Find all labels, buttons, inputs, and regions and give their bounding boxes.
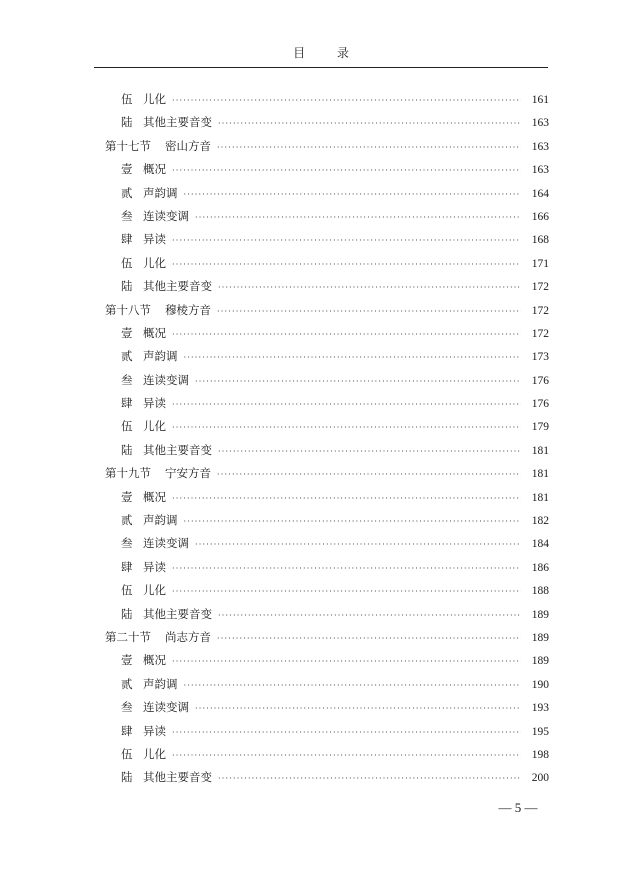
toc-subsection-row bbox=[105, 158, 549, 181]
dot-leader bbox=[218, 440, 521, 463]
toc-page-number: 166 bbox=[531, 210, 549, 223]
dot-leader bbox=[217, 300, 521, 323]
toc-entry-title: 宁安方音 bbox=[165, 466, 211, 481]
toc-subsection-row bbox=[105, 486, 549, 509]
header-rule bbox=[94, 67, 548, 68]
toc-page-number: 163 bbox=[531, 117, 549, 130]
toc-subsection-row bbox=[105, 205, 549, 228]
header-char-1: 目 bbox=[293, 46, 306, 60]
toc-entry-title: 其他主要音变 bbox=[143, 279, 212, 294]
toc-entry-number: 陆 bbox=[121, 115, 133, 130]
toc-subsection-row bbox=[105, 182, 549, 205]
toc-entry-title: 连读变调 bbox=[143, 208, 189, 223]
dot-leader bbox=[184, 510, 522, 533]
toc-subsection-row bbox=[105, 696, 549, 719]
toc-entry-number: 壹 bbox=[121, 653, 133, 668]
toc-subsection-row bbox=[105, 275, 549, 298]
toc-entry-title: 声韵调 bbox=[143, 676, 178, 691]
dot-leader bbox=[217, 463, 521, 486]
toc-page-number: 168 bbox=[531, 234, 549, 247]
toc-subsection-row bbox=[105, 415, 549, 438]
toc-entry-number: 第二十节 bbox=[105, 629, 151, 644]
dot-leader bbox=[172, 650, 521, 673]
dot-leader bbox=[218, 276, 521, 299]
toc-page-number: 195 bbox=[531, 725, 549, 738]
toc-page-number: 172 bbox=[531, 304, 549, 317]
toc-entry-number: 陆 bbox=[121, 442, 133, 457]
toc-entry-title: 儿化 bbox=[143, 746, 166, 761]
toc-entry-title: 连读变调 bbox=[143, 700, 189, 715]
toc-entry-number: 贰 bbox=[121, 349, 133, 364]
toc-subsection-row bbox=[105, 509, 549, 532]
toc-entry-title: 异读 bbox=[143, 559, 166, 574]
toc-page-number: 163 bbox=[531, 140, 549, 153]
toc-entry-number: 贰 bbox=[121, 513, 133, 528]
toc-subsection-row bbox=[105, 111, 549, 134]
toc-entry-title: 尚志方音 bbox=[165, 629, 211, 644]
toc-subsection-row bbox=[105, 743, 549, 766]
dot-leader bbox=[172, 253, 521, 276]
dot-leader bbox=[195, 533, 521, 556]
toc-page-number: 181 bbox=[531, 444, 549, 457]
toc-entry-number: 贰 bbox=[121, 185, 133, 200]
toc-entry-title: 密山方音 bbox=[165, 138, 211, 153]
toc-entry-title: 异读 bbox=[143, 723, 166, 738]
toc-subsection-row bbox=[105, 766, 549, 789]
toc-entry-title: 概况 bbox=[143, 489, 166, 504]
dot-leader bbox=[218, 767, 521, 790]
dot-leader bbox=[217, 136, 521, 159]
toc-entry-title: 儿化 bbox=[143, 255, 166, 270]
toc-page-number: 198 bbox=[531, 748, 549, 761]
toc-page-number: 189 bbox=[531, 608, 549, 621]
dot-leader bbox=[172, 744, 521, 767]
toc-entry-number: 第十七节 bbox=[105, 138, 151, 153]
toc-entry-number: 叁 bbox=[121, 700, 133, 715]
dot-leader bbox=[172, 393, 521, 416]
toc-page-number: 164 bbox=[531, 187, 549, 200]
toc-entry-title: 儿化 bbox=[143, 583, 166, 598]
toc-subsection-row bbox=[105, 720, 549, 743]
toc-page-number: 171 bbox=[531, 257, 549, 270]
toc-subsection-row bbox=[105, 603, 549, 626]
toc-entry-title: 儿化 bbox=[143, 419, 166, 434]
toc-subsection-row bbox=[105, 439, 549, 462]
toc-entry-number: 叁 bbox=[121, 208, 133, 223]
dot-leader bbox=[218, 604, 521, 627]
toc-subsection-row bbox=[105, 369, 549, 392]
toc-entry-title: 连读变调 bbox=[143, 372, 189, 387]
toc-entry-title: 声韵调 bbox=[143, 185, 178, 200]
toc-entry-number: 壹 bbox=[121, 489, 133, 504]
toc-entry-number: 伍 bbox=[121, 92, 133, 106]
toc-entry-title: 其他主要音变 bbox=[143, 442, 212, 457]
toc-entry-number: 叁 bbox=[121, 536, 133, 551]
toc-page-number: 172 bbox=[531, 327, 549, 340]
toc-subsection-row bbox=[105, 345, 549, 368]
dot-leader bbox=[195, 370, 521, 393]
toc-section-row bbox=[105, 626, 549, 649]
toc-entry-title: 概况 bbox=[143, 325, 166, 340]
toc-entry-number: 叁 bbox=[121, 372, 133, 387]
dot-leader bbox=[172, 721, 521, 744]
toc-entry-title: 其他主要音变 bbox=[143, 115, 212, 130]
toc-entry-title: 声韵调 bbox=[143, 349, 178, 364]
header-char-2: 录 bbox=[336, 46, 349, 60]
toc-page-number: 172 bbox=[531, 281, 549, 294]
dot-leader bbox=[172, 323, 521, 346]
toc-entry-number: 肆 bbox=[121, 396, 133, 411]
dot-leader bbox=[172, 557, 521, 580]
toc-page-number: 189 bbox=[531, 655, 549, 668]
toc-entry-title: 其他主要音变 bbox=[143, 770, 212, 785]
toc-subsection-row bbox=[105, 532, 549, 555]
toc-page-number: 184 bbox=[531, 538, 549, 551]
toc-entry-number: 陆 bbox=[121, 279, 133, 294]
toc-subsection-row bbox=[105, 88, 549, 111]
dot-leader bbox=[195, 206, 521, 229]
toc-section-row bbox=[105, 299, 549, 322]
toc-page-number: 200 bbox=[531, 772, 549, 785]
toc-entry-title: 连读变调 bbox=[143, 536, 189, 551]
toc-entry-number: 伍 bbox=[121, 255, 133, 270]
toc-page-number: 189 bbox=[531, 631, 549, 644]
dot-leader bbox=[184, 183, 522, 206]
toc-subsection-row bbox=[105, 392, 549, 415]
toc-page-number: 181 bbox=[531, 491, 549, 504]
toc-entry-title: 概况 bbox=[143, 162, 166, 177]
toc-page-number: 190 bbox=[531, 678, 549, 691]
toc-subsection-row bbox=[105, 322, 549, 345]
dot-leader bbox=[172, 487, 521, 510]
dot-leader bbox=[195, 697, 521, 720]
dot-leader bbox=[172, 159, 521, 182]
toc-entry-number: 贰 bbox=[121, 676, 133, 691]
toc-entry-number: 伍 bbox=[121, 583, 133, 598]
page-number-footer: — 5 — bbox=[498, 800, 538, 815]
toc-subsection-row bbox=[105, 673, 549, 696]
table-of-contents bbox=[105, 88, 549, 790]
toc-entry-number: 陆 bbox=[121, 770, 133, 785]
toc-entry-title: 异读 bbox=[143, 396, 166, 411]
toc-subsection-row bbox=[105, 252, 549, 275]
toc-page-number: 181 bbox=[531, 468, 549, 481]
dot-leader bbox=[172, 229, 521, 252]
toc-entry-title: 声韵调 bbox=[143, 513, 178, 528]
toc-entry-number: 壹 bbox=[121, 325, 133, 340]
toc-entry-number: 肆 bbox=[121, 723, 133, 738]
dot-leader bbox=[217, 627, 521, 650]
toc-entry-title: 其他主要音变 bbox=[143, 606, 212, 621]
toc-entry-title: 异读 bbox=[143, 232, 166, 247]
toc-entry-number: 陆 bbox=[121, 606, 133, 621]
dot-leader bbox=[172, 580, 521, 603]
dot-leader bbox=[184, 674, 522, 697]
dot-leader bbox=[172, 416, 521, 439]
page-header-title bbox=[0, 44, 642, 61]
toc-page-number: 186 bbox=[531, 561, 549, 574]
toc-subsection-row bbox=[105, 556, 549, 579]
toc-section-row bbox=[105, 462, 549, 485]
toc-page-number: 193 bbox=[531, 702, 549, 715]
toc-entry-title: 穆棱方音 bbox=[165, 302, 211, 317]
toc-entry-number: 第十八节 bbox=[105, 302, 151, 317]
toc-section-row bbox=[105, 135, 549, 158]
dot-leader bbox=[184, 346, 522, 369]
dot-leader bbox=[172, 89, 521, 112]
toc-subsection-row bbox=[105, 649, 549, 672]
toc-subsection-row bbox=[105, 579, 549, 602]
toc-page-number: 182 bbox=[531, 515, 549, 528]
dot-leader bbox=[218, 112, 521, 135]
toc-page-number: 176 bbox=[531, 374, 549, 387]
toc-entry-number: 第十九节 bbox=[105, 466, 151, 481]
toc-entry-number: 壹 bbox=[121, 162, 133, 177]
toc-entry-title: 概况 bbox=[143, 653, 166, 668]
toc-page-number: 161 bbox=[531, 94, 549, 106]
toc-entry-number: 伍 bbox=[121, 419, 133, 434]
toc-page-number: 173 bbox=[531, 351, 549, 364]
toc-page-number: 163 bbox=[531, 164, 549, 177]
toc-entry-number: 肆 bbox=[121, 232, 133, 247]
toc-page-number: 179 bbox=[531, 421, 549, 434]
toc-entry-title: 儿化 bbox=[143, 92, 166, 106]
toc-subsection-row bbox=[105, 228, 549, 251]
toc-page-number: 176 bbox=[531, 398, 549, 411]
toc-entry-number: 伍 bbox=[121, 746, 133, 761]
toc-entry-number: 肆 bbox=[121, 559, 133, 574]
toc-page-number: 188 bbox=[531, 585, 549, 598]
